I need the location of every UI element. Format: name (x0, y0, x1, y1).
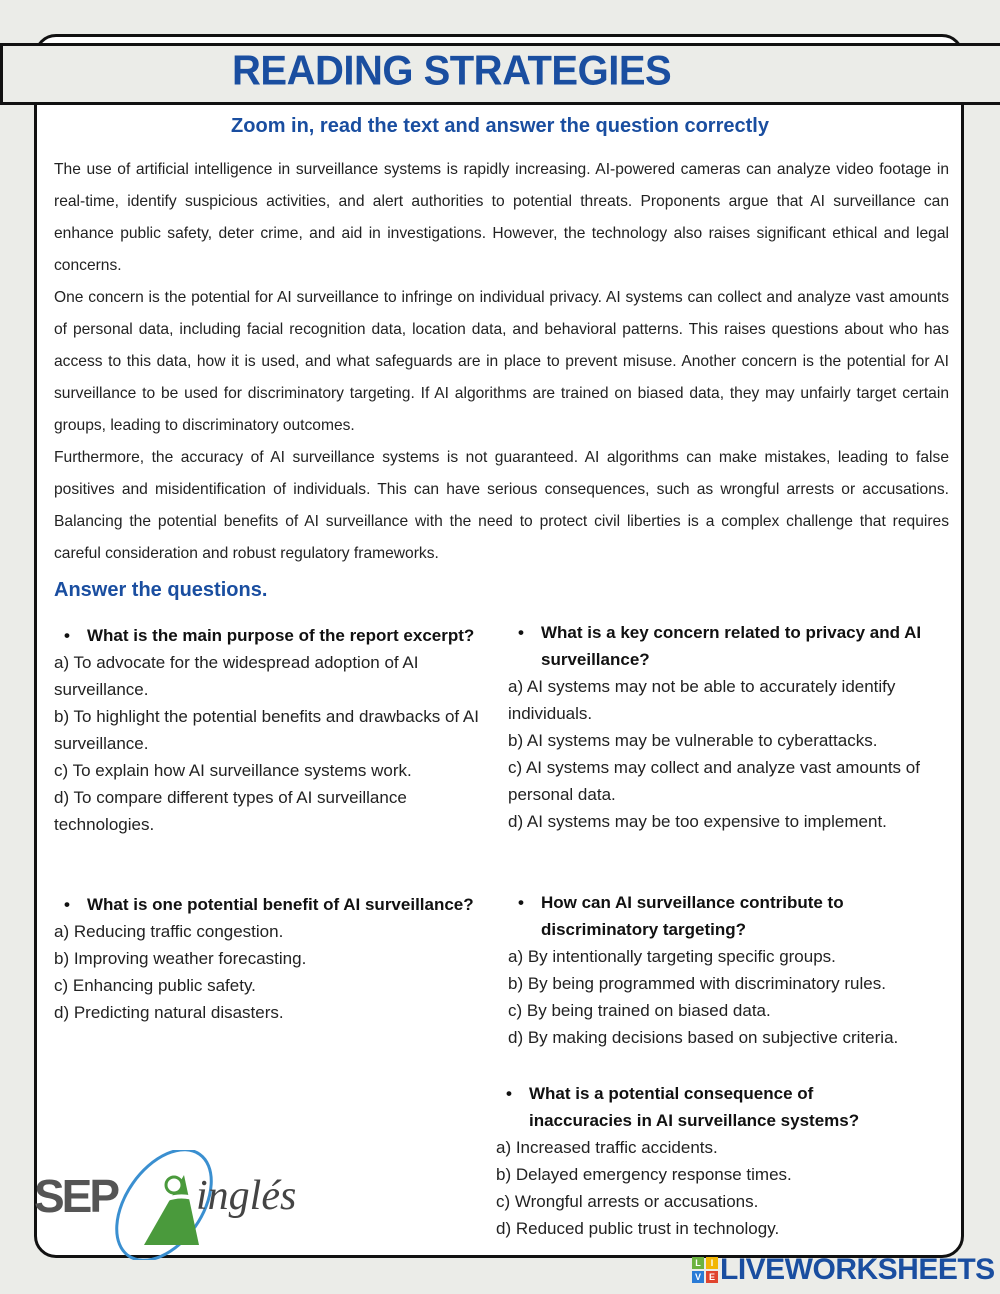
answer-option-c[interactable]: c) Wrongful arrests or accusations. (496, 1192, 759, 1211)
answer-option-b[interactable]: b) To highlight the potential benefits and drawbacks of AI surveillance. (54, 707, 479, 753)
question-3 (54, 891, 474, 1026)
instructions-subtitle: Zoom in, read the text and answer the question correctly (231, 115, 769, 137)
question-stem: • What is a key concern related to privacy and AI surveillance? (508, 619, 953, 673)
answer-option-a[interactable]: a) By intentionally targeting specific groups. (508, 947, 836, 966)
question-stem: • What is the main purpose of the report excerpt? (54, 622, 499, 649)
answer-option-a[interactable]: a) AI systems may not be able to accurately identify individuals. (508, 677, 896, 723)
svg-text:SEP: SEP (34, 1170, 118, 1222)
answer-option-b[interactable]: b) Improving weather forecasting. (54, 949, 307, 968)
answer-option-c[interactable]: c) Enhancing public safety. (54, 976, 256, 995)
passage-paragraph: Furthermore, the accuracy of AI surveillance systems is not guaranteed. AI algorithms can make mistakes, leading to false positives and misidentification of individuals. This can have serious consequences, such as wrongful arrests or accusations. Balancing the potential benefits of AI surveillance with the need to protect civil liberties is a complex challenge that requires careful consideration and robust regulatory frameworks. (54, 449, 949, 562)
page-title: READING STRATEGIES (232, 47, 672, 95)
answer-option-a[interactable]: a) To advocate for the widespread adoption of AI surveillance. (54, 653, 419, 699)
answer-option-b[interactable]: b) By being programmed with discriminatory rules. (508, 974, 886, 993)
answer-option-d[interactable]: d) To compare different types of AI surveillance technologies. (54, 788, 407, 834)
answer-option-d[interactable]: d) By making decisions based on subjective criteria. (508, 1028, 899, 1047)
answer-option-c[interactable]: c) AI systems may collect and analyze vast amounts of personal data. (508, 758, 920, 804)
sep-ingles-logo (34, 1150, 304, 1260)
reading-passage (54, 154, 949, 570)
questions-heading: Answer the questions. (54, 579, 268, 601)
ingles-text: inglés (196, 1173, 297, 1219)
answer-option-d[interactable]: d) Predicting natural disasters. (54, 1003, 284, 1022)
question-stem: • How can AI surveillance contribute to discriminatory targeting? (508, 889, 953, 943)
question-1 (54, 622, 499, 838)
liveworksheets-text: LIVEWORKSHEETS (720, 1253, 995, 1286)
passage-paragraph: The use of artificial intelligence in surveillance systems is rapidly increasing. AI-powered cameras can analyze video footage in real-time, identify suspicious activities, and alert authorities to potential threats. Proponents argue that AI surveillance can enhance public safety, deter crime, and aid in investigations. However, the technology also raises significant ethical and legal concerns. (54, 161, 949, 274)
question-4 (508, 889, 953, 1051)
answer-option-a[interactable]: a) Reducing traffic congestion. (54, 922, 284, 941)
answer-option-d[interactable]: d) AI systems may be too expensive to implement. (508, 812, 887, 831)
passage-paragraph: One concern is the potential for AI surveillance to infringe on individual privacy. AI systems can collect and analyze vast amounts of personal data, including facial recognition data, location data, and behavioral patterns. This raises questions about who has access to this data, how it is used, and what safeguards are in place to prevent misuse. Another concern is the potential for AI surveillance to be used for discriminatory targeting. If AI algorithms are trained on biased data, they may unfairly target certain groups, leading to discriminatory outcomes. (54, 289, 949, 434)
answer-option-b[interactable]: b) Delayed emergency response times. (496, 1165, 792, 1184)
liveworksheets-logo (692, 1252, 995, 1288)
answer-option-c[interactable]: c) By being trained on biased data. (508, 1001, 771, 1020)
answer-option-b[interactable]: b) AI systems may be vulnerable to cyberattacks. (508, 731, 878, 750)
question-stem: • What is one potential benefit of AI surveillance? (54, 891, 474, 918)
question-5 (496, 1080, 916, 1242)
answer-option-d[interactable]: d) Reduced public trust in technology. (496, 1219, 780, 1238)
answer-option-a[interactable]: a) Increased traffic accidents. (496, 1138, 718, 1157)
answer-option-c[interactable]: c) To explain how AI surveillance systems work. (54, 761, 412, 780)
live-grid-icon: L I V E (692, 1257, 718, 1283)
question-stem: • What is a potential consequence of inaccuracies in AI surveillance systems? (496, 1080, 916, 1134)
question-2 (508, 619, 953, 835)
